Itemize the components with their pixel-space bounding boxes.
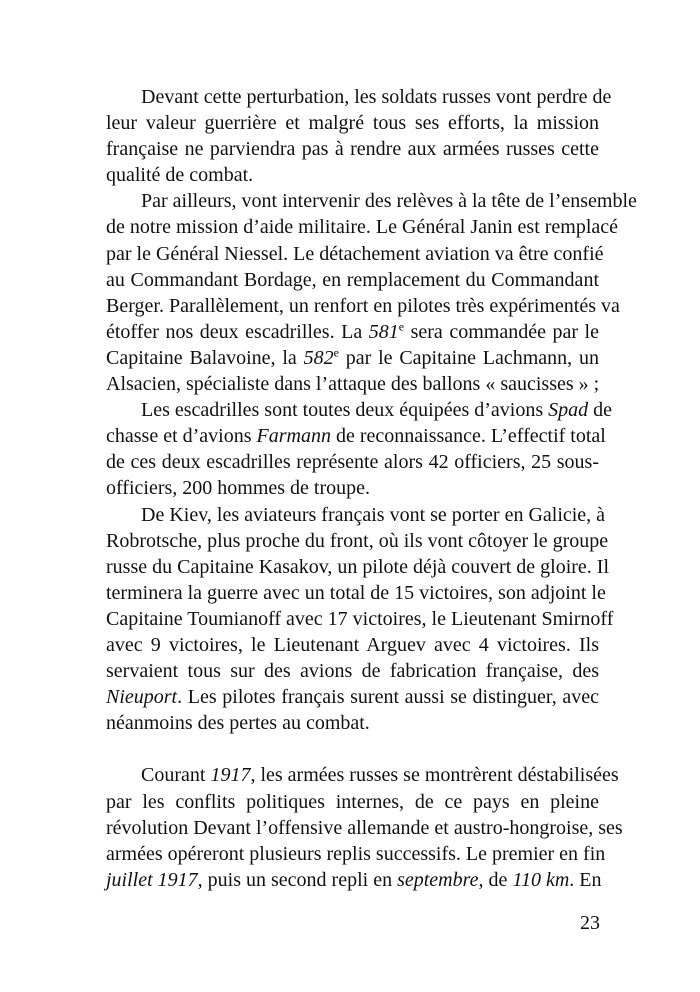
paragraph-gap xyxy=(106,736,599,762)
text-segment: qualité de combat. xyxy=(106,164,254,187)
text-segment: officiers, 200 hommes de troupe. xyxy=(106,477,371,500)
text-segment: sera commandée par le xyxy=(404,320,599,343)
text-segment: leur valeur guerrière et malgré tous ses efforts, la mission xyxy=(106,112,599,135)
text-segment: de ces deux escadrilles représente alors 42 officiers, 25 sous- xyxy=(106,451,599,474)
text-segment: Berger. Parallèlement, un renfort en pilotes très expérimentés va xyxy=(106,294,620,317)
text-line xyxy=(106,319,599,345)
text-line xyxy=(106,267,599,293)
text-segment: Devant cette perturbation, les soldats russes vont perdre de xyxy=(141,86,612,108)
text-line xyxy=(106,110,599,136)
text-line xyxy=(106,632,599,658)
text-line xyxy=(106,762,619,788)
italic-text: 582 xyxy=(303,346,334,369)
text-segment: armées opéreront plusieurs replis successifs. Le premier en fin xyxy=(106,842,606,865)
text-segment: Capitaine Balavoine, la xyxy=(106,346,304,369)
text-line xyxy=(106,84,612,110)
text-segment: , puis un second repli en xyxy=(197,868,398,891)
text-segment: Alsacien, spécialiste dans l’attaque des ballons « saucisses » ; xyxy=(106,373,600,396)
text-line xyxy=(106,449,599,475)
italic-text: Farmann xyxy=(256,425,331,448)
text-line xyxy=(106,241,604,267)
superscript: e xyxy=(398,319,405,334)
text-segment: , de xyxy=(478,868,513,891)
text-segment: Les escadrilles sont toutes deux équipées d’avions xyxy=(141,399,549,422)
text-line xyxy=(106,502,606,528)
page-number: 23 xyxy=(580,912,600,934)
text-segment: Capitaine Toumianoff avec 17 victoires, le Lieutenant Smirnoff xyxy=(106,607,614,630)
text-segment: russe du Capitaine Kasakov, un pilote déjà couvert de gloire. Il xyxy=(106,555,609,578)
text-line xyxy=(106,136,599,162)
text-segment: par le Capitaine Lachmann, un xyxy=(338,346,599,369)
body-text xyxy=(106,84,637,893)
text-segment: servaient tous sur des avions de fabrication française, des xyxy=(106,660,599,683)
text-segment: . Les pilotes français surent aussi se distinguer, avec xyxy=(177,686,599,709)
text-line xyxy=(106,475,599,501)
text-line xyxy=(106,815,623,841)
italic-text: juillet 1917 xyxy=(106,868,198,891)
text-segment: de xyxy=(588,399,613,422)
text-segment: révolution Devant l’offensive allemande et austro-hongroise, ses xyxy=(106,816,623,839)
text-segment: néanmoins des pertes au combat. xyxy=(106,712,370,735)
superscript: e xyxy=(333,345,339,360)
italic-text: 581 xyxy=(368,320,399,343)
text-line xyxy=(106,554,609,580)
text-line xyxy=(106,867,602,893)
text-line xyxy=(106,371,599,397)
text-segment: chasse et d’avions xyxy=(106,425,257,448)
text-segment: étoffer nos deux escadrilles. La xyxy=(106,320,369,343)
text-segment: avec 9 victoires, le Lieutenant Arguev avec 4 victoires. Ils xyxy=(106,633,599,656)
text-line xyxy=(106,789,599,815)
italic-text: 1917 xyxy=(210,764,251,787)
text-line xyxy=(106,188,637,214)
text-segment: par le Général Niessel. Le détachement aviation va être confié xyxy=(106,242,604,265)
text-line xyxy=(106,397,613,423)
text-line xyxy=(106,528,609,554)
italic-text: Spad xyxy=(548,399,589,422)
text-segment: , les armées russes se montrèrent déstabilisées xyxy=(250,764,619,787)
text-segment: de reconnaissance. L’effectif total xyxy=(330,425,606,448)
text-line xyxy=(106,345,599,371)
text-segment: Robrotsche, plus proche du front, où ils vont côtoyer le groupe xyxy=(106,529,609,552)
text-segment: de notre mission d’aide militaire. Le Général Janin est remplacé xyxy=(106,216,619,239)
text-line xyxy=(106,423,606,449)
text-line xyxy=(106,841,606,867)
text-segment: Par ailleurs, vont intervenir des relèves à la tête de l’ensemble xyxy=(141,190,637,213)
text-line xyxy=(106,710,599,736)
italic-text: 110 km xyxy=(512,868,570,891)
text-line xyxy=(106,658,599,684)
text-line xyxy=(106,162,599,188)
text-line xyxy=(106,214,619,240)
text-segment: . En xyxy=(569,868,602,891)
text-segment: Courant xyxy=(141,764,211,787)
text-segment: terminera la guerre avec un total de 15 victoires, son adjoint le xyxy=(106,581,606,604)
text-segment: au Commandant Bordage, en remplacement du Commandant xyxy=(106,268,599,291)
text-segment: De Kiev, les aviateurs français vont se porter en Galicie, à xyxy=(141,503,606,526)
text-segment: française ne parviendra pas à rendre aux armées russes cette xyxy=(106,138,599,161)
text-line xyxy=(106,684,599,710)
italic-text: Nieuport xyxy=(106,686,178,709)
italic-text: septembre xyxy=(397,868,479,891)
text-line xyxy=(106,580,606,606)
text-line xyxy=(106,293,620,319)
text-line xyxy=(106,606,614,632)
text-segment: par les conflits politiques internes, de ce pays en pleine xyxy=(106,790,599,813)
